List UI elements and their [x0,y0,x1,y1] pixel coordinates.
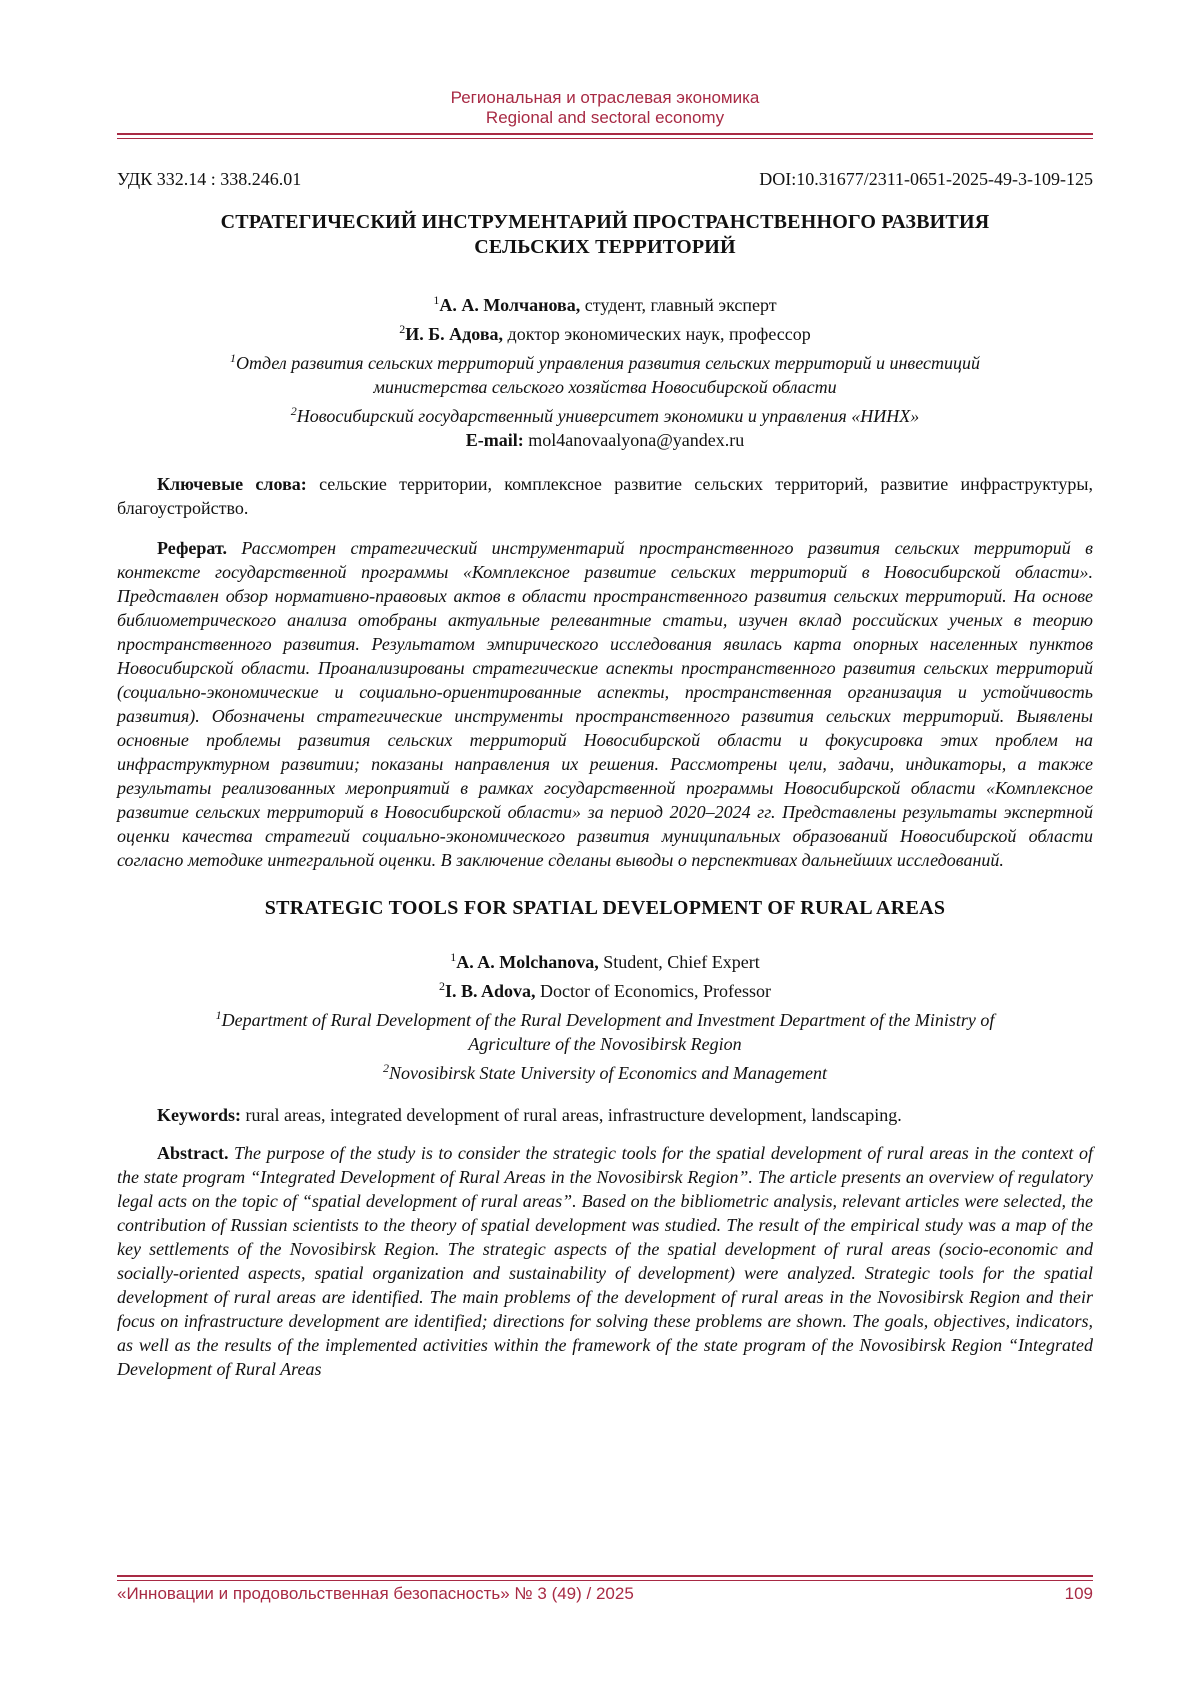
author-2-en: $^2$I. B. Adova, Doctor of Economics, Professor [439,979,771,1001]
header-rule [117,133,1093,139]
page [117,0,1093,1381]
running-header [117,88,1093,128]
author-2-ru: $^2$И. Б. Адова, доктор экономических наук, профессор [399,322,811,344]
footer-rule [117,1575,1093,1581]
running-header-ru: Региональная и отраслевая экономика [450,88,760,107]
affiliation-1-en: $^1$Department of Rural Development of the Rural Development and Investment Department of the Ministry of [215,1008,995,1030]
abstract-ru: Реферат. Рассмотрен стратегический инструментарий пространственного развития сельских территорий в контексте государственной программы «Комплексное развитие сельских территорий в Новосибирской области». Представлен обзор нормативно-правовых актов в области пространственного развития сельских территорий. На основе библиометрического анализа отобраны актуальные релевантные статьи, изучен вклад российских ученых в теорию пространственного развития. Результатом эмпирического исследования явилась карта опорных населенных пунктов Новосибирской области. Проанализированы стратегические аспекты пространственного развития сельских территорий (социально-экономические и социально-ориентированные аспекты, пространственная организация и устойчивость развития). Обозначены стратегические инструменты пространственного развития сельских территорий. Выявлены основные проблемы развития сельских территорий Новосибирской области и фокусировка этих проблем на инфраструктурном развитии; показаны направления их решения. Рассмотрены цели, задачи, индикаторы, а также результаты реализованных мероприятий в рамках государственной программы Новосибирской области «Комплексное развитие сельских территорий в Новосибирской области» за период 2020–2024 гг. Представлены результаты экспертной оценки качества стратегий социально-экономического развития муниципальных образований Новосибирской области согласно методике интегральной оценки. В заключение сделаны выводы о перспективах дальнейших исследований. [117,538,1093,870]
affiliation-1-ru-cont: министерства сельского хозяйства Новосибирской области [373,377,837,397]
email-line: E-mail: mol4anovaalyona@yandex.ru [465,430,745,450]
affiliation-1-en-cont: Agriculture of the Novosibirsk Region [468,1034,742,1054]
affiliation-1-ru: $^1$Отдел развития сельских территорий управления развития сельских территорий и инвестиций [230,351,980,373]
running-header-en: Regional and sectoral economy [485,108,725,127]
affiliation-2-en: $^2$Novosibirsk State University of Economics and Management [383,1061,827,1083]
title-ru-line-2: СЕЛЬСКИХ ТЕРРИТОРИЙ [474,236,736,258]
udc-code: УДК 332.14 : 338.246.01 [117,169,302,189]
author-1-en: $^1$A. A. Molchanova, Student, Chief Expert [450,950,760,972]
authors-block-en [117,945,1093,1085]
email-address: mol4anovaalyona@yandex.ru [523,430,745,450]
article-title-ru [117,210,1093,260]
page-number: 109 [1064,1584,1093,1603]
doi: DOI:10.31677/2311-0651-2025-49-3-109-125 [759,169,1093,189]
authors-block-ru [117,288,1093,452]
page-footer [117,1584,1093,1604]
title-ru-line-1: СТРАТЕГИЧЕСКИЙ ИНСТРУМЕНТАРИЙ ПРОСТРАНСТВЕННОГО РАЗВИТИЯ [220,211,990,233]
meta-row [117,168,1093,190]
keywords-ru: Ключевые слова: сельские территории, комплексное развитие сельских территорий, развитие инфраструктуры, благоустройство. [117,474,1093,518]
author-1-ru: $^1$А. А. Молчанова, студент, главный эксперт [433,293,777,315]
article-title-en: STRATEGIC TOOLS FOR SPATIAL DEVELOPMENT OF RURAL AREAS [264,897,946,919]
abstract-en: Abstract. The purpose of the study is to consider the strategic tools for the spatial development of rural areas in the context of the state program “Integrated Development of Rural Areas in the Novosibirsk Region”. The article presents an overview of regulatory legal acts on the topic of “spatial development of rural areas”. Based on the bibliometric analysis, relevant articles were selected, the contribution of Russian scientists to the theory of spatial development was studied. The result of the empirical study was a map of the key settlements of the Novosibirsk Region. The strategic aspects of the spatial development of rural areas (socio-economic and socially-oriented aspects, spatial organization and sustainability of development) were analyzed. Strategic tools for the spatial development of rural areas are identified. The main problems of the development of rural areas in the Novosibirsk Region and their focus on infrastructure development are identified; directions for solving these problems are shown. The goals, objectives, indicators, as well as the results of the implemented activities within the framework of the state program of the Novosibirsk Region “Integrated Development of Rural Areas [117,1143,1093,1379]
keywords-en: Keywords: rural areas, integrated development of rural areas, infrastructure development, landscaping. [157,1105,902,1125]
journal-name: «Инновации и продовольственная безопасность» № 3 (49) / 2025 [117,1584,634,1603]
affiliation-2-ru: $^2$Новосибирский государственный университет экономики и управления «НИНХ» [290,404,920,426]
